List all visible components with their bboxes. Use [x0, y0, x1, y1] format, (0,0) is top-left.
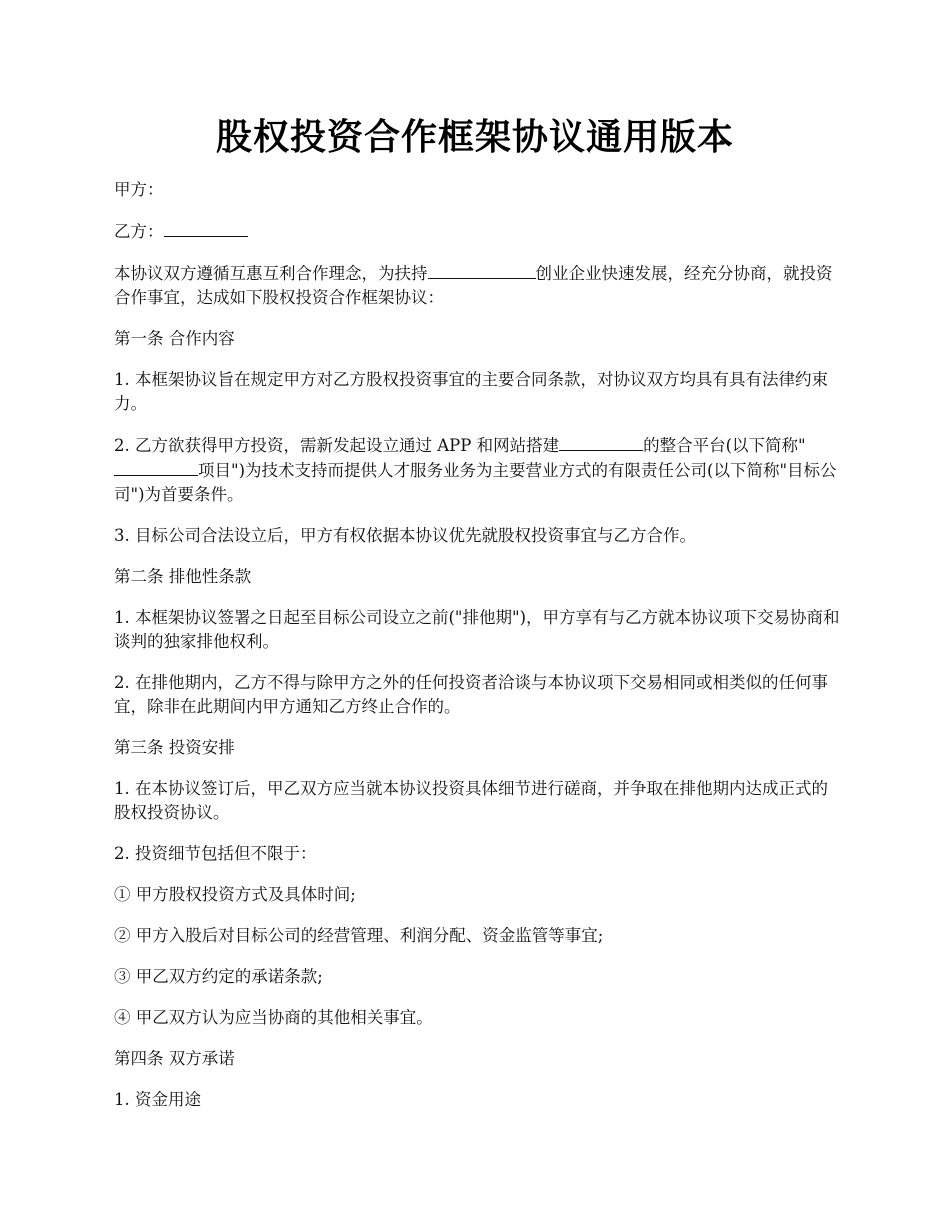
article-1-clause-2-text-b: 的整合平台(以下简称"	[643, 436, 806, 455]
preamble-text-b: 创业企业快速发展，经充分协商，就投资合作事宜，达成如下股权投资合作框架协议：	[114, 264, 833, 307]
article-3-clause-2: 2. 投资细节包括但不限于：	[114, 844, 317, 863]
article-1-clause-2-text-c: 项目")为技术支持而提供人才服务业务为主要营业方式的有限责任公司(以下简称"目标公司")为首要条件。	[114, 461, 837, 504]
article-1-heading: 第一条 合作内容	[114, 329, 235, 348]
document-body	[114, 178, 842, 1129]
article-4-clause-1: 1. 资金用途	[114, 1090, 201, 1109]
party-b-label: 乙方：	[114, 222, 164, 241]
article-3-item-1: ① 甲方股权投资方式及具体时间;	[114, 885, 356, 904]
article-1-clause-2	[114, 433, 842, 507]
party-a-label: 甲方：	[114, 180, 164, 199]
document-title: 股权投资合作框架协议通用版本	[215, 116, 734, 158]
article-2-clause-1: 1. 本框架协议签署之日起至目标公司设立之前("排他期")，甲方享有与乙方就本协议项下交易协商和谈判的独家排他权利。	[114, 608, 840, 651]
article-3-clause-1: 1. 在本协议签订后，甲乙双方应当就本协议投资具体细节进行磋商，并争取在排他期内达成正式的股权投资协议。	[114, 779, 828, 822]
article-4-heading: 第四条 双方承诺	[114, 1049, 235, 1068]
party-a-line	[114, 178, 842, 202]
preamble-paragraph	[114, 261, 842, 310]
party-b-blank	[164, 219, 248, 237]
article-1-clause-2-text-a: 2. 乙方欲获得甲方投资，需新发起设立通过 APP 和网站搭建	[114, 436, 560, 455]
article-3-heading: 第三条 投资安排	[114, 738, 235, 757]
article-2-clause-2: 2. 在排他期内，乙方不得与除甲方之外的任何投资者洽谈与本协议项下交易相同或相类似的任何事宜，除非在此期间内甲方通知乙方终止合作的。	[114, 673, 828, 716]
article-1-clause-3: 3. 目标公司合法设立后，甲方有权依据本协议优先就股权投资事宜与乙方合作。	[114, 526, 696, 545]
article-3-item-3: ③ 甲乙双方约定的承诺条款;	[114, 967, 323, 986]
article-2-heading: 第二条 排他性条款	[114, 567, 252, 586]
preamble-text-a: 本协议双方遵循互惠互利合作理念，为扶持	[114, 264, 428, 283]
article-1-clause-1: 1. 本框架协议旨在规定甲方对乙方股权投资事宜的主要合同条款，对协议双方均具有具有法律约束力。	[114, 370, 828, 413]
article-3-item-2: ② 甲方入股后对目标公司的经营管理、利润分配、资金监管等事宜;	[114, 926, 604, 945]
preamble-blank	[428, 261, 536, 279]
party-b-line	[114, 219, 842, 244]
project-name-blank	[114, 458, 198, 476]
article-3-item-4: ④ 甲乙双方认为应当协商的其他相关事宜。	[114, 1008, 433, 1027]
platform-name-blank	[559, 433, 643, 451]
